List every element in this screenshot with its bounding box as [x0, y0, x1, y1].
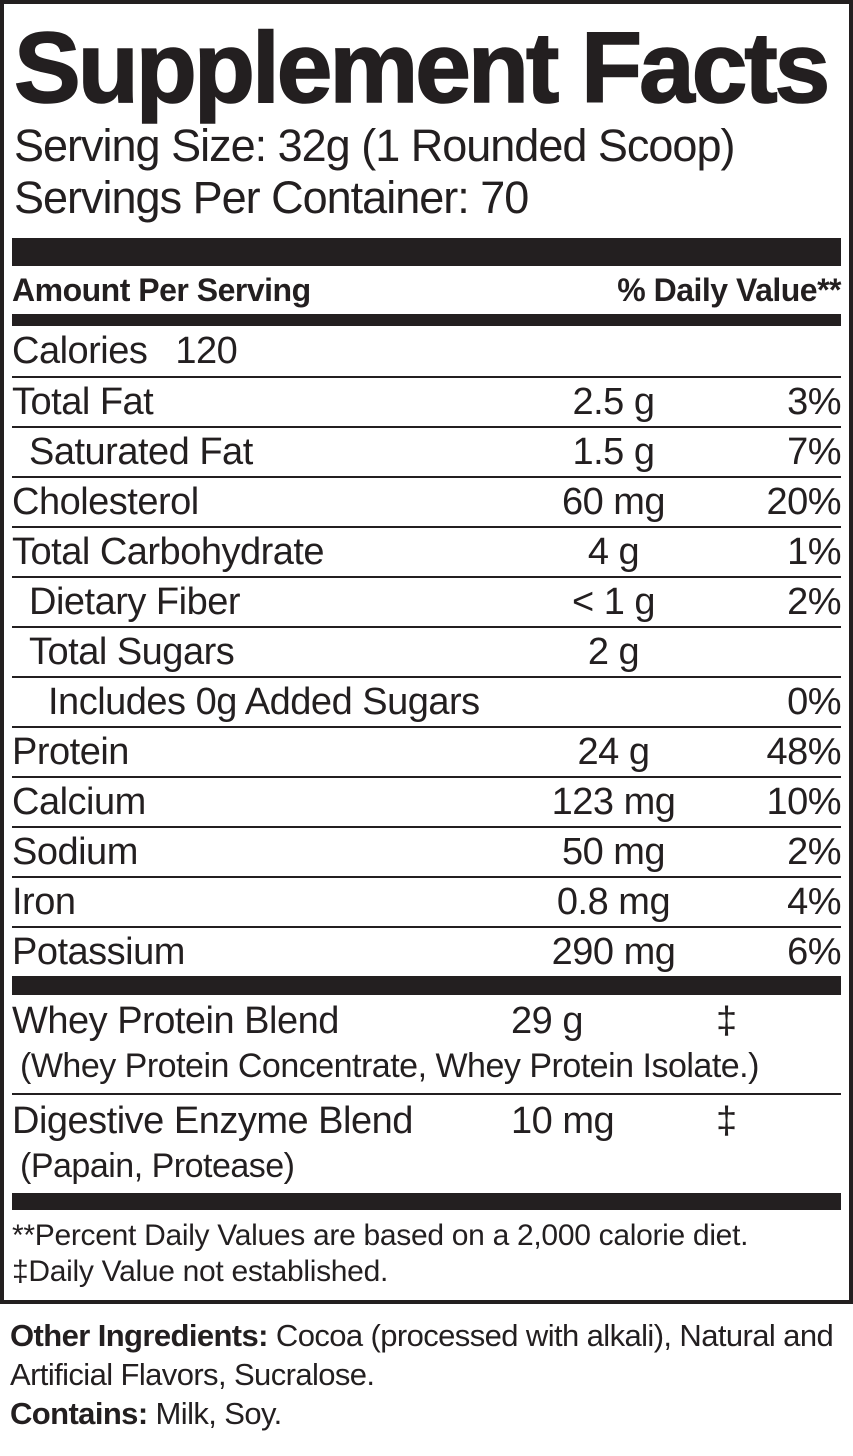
nutrient-amount: 0.8 mg [556, 880, 671, 923]
table-row [12, 426, 841, 476]
table-row [12, 726, 841, 776]
other-ingredients-text: Cocoa (processed with alkali), Natural and Artificial Flavors, Sucralose. [10, 1318, 834, 1392]
section-divider-bar-blends [12, 976, 841, 995]
nutrient-daily-value: 3% [787, 380, 841, 423]
other-ingredients [10, 1316, 843, 1394]
nutrient-amount: 290 mg [551, 930, 676, 973]
nutrient-name: Protein [12, 730, 129, 773]
blend-amount: 29 g [511, 999, 583, 1042]
page-title: Supplement Facts [14, 12, 828, 124]
table-row [12, 376, 841, 426]
nutrient-daily-value: 48% [766, 730, 841, 773]
nutrient-name: Calcium [12, 780, 146, 823]
nutrient-daily-value: 10% [766, 780, 841, 823]
nutrient-name: Potassium [12, 930, 185, 973]
table-row [12, 576, 841, 626]
table-row [12, 926, 841, 976]
blend-name: Digestive Enzyme Blend [12, 1099, 413, 1142]
nutrient-name: Total Sugars [29, 630, 235, 673]
nutrient-amount: 4 g [587, 530, 640, 573]
nutrient-daily-value: 2% [787, 580, 841, 623]
section-divider-bar-top [12, 238, 841, 266]
footnote-percent-daily-value: **Percent Daily Values are based on a 2,000 calorie diet. [12, 1219, 749, 1252]
nutrient-name: Dietary Fiber [29, 580, 240, 623]
header-divider-bar [12, 314, 841, 326]
footnotes [12, 1210, 841, 1300]
blend-daily-value: ‡ [716, 1099, 737, 1142]
daily-value-header: % Daily Value** [617, 271, 841, 308]
nutrient-daily-value: 6% [787, 930, 841, 973]
table-row [12, 826, 841, 876]
table-row [12, 476, 841, 526]
nutrient-name: Includes 0g Added Sugars [48, 680, 480, 723]
contains-statement [10, 1394, 843, 1433]
nutrient-name: Sodium [12, 830, 138, 873]
blend-amount: 10 mg [511, 1099, 615, 1142]
footnote-daily-value-not-established: ‡Daily Value not established. [12, 1255, 388, 1288]
contains-text: Milk, Soy. [147, 1396, 282, 1431]
calories-label: Calories [12, 329, 148, 372]
contains-label: Contains: [10, 1396, 148, 1431]
nutrient-name: Cholesterol [12, 480, 199, 523]
nutrient-name: Iron [12, 880, 76, 923]
nutrient-amount: < 1 g [571, 580, 656, 623]
other-ingredients-section [0, 1304, 853, 1433]
nutrient-name: Total Carbohydrate [12, 530, 325, 573]
table-row [12, 776, 841, 826]
nutrient-amount: 60 mg [561, 480, 666, 523]
blend-detail: (Papain, Protease) [20, 1147, 295, 1185]
calories-value: 120 [175, 329, 238, 372]
nutrient-amount: 24 g [577, 730, 650, 773]
nutrient-daily-value: 4% [787, 880, 841, 923]
section-divider-bar-footnotes [12, 1193, 841, 1210]
amount-per-serving-header: Amount Per Serving [12, 271, 311, 308]
nutrient-daily-value: 20% [766, 480, 841, 523]
nutrient-amount: 2.5 g [572, 380, 655, 423]
nutrient-amount: 123 mg [551, 780, 676, 823]
nutrient-daily-value: 2% [787, 830, 841, 873]
table-row [12, 876, 841, 926]
table-row [12, 676, 841, 726]
calories-row [12, 326, 841, 376]
nutrient-amount: 50 mg [561, 830, 666, 873]
servings-per-container: Servings Per Container: 70 [14, 172, 529, 223]
blend-detail: (Whey Protein Concentrate, Whey Protein Isolate.) [20, 1047, 759, 1085]
blend-name: Whey Protein Blend [12, 999, 339, 1042]
nutrient-amount: 1.5 g [572, 430, 655, 473]
nutrient-amount: 2 g [587, 630, 640, 673]
nutrient-daily-value: 0% [787, 680, 841, 723]
blend-daily-value: ‡ [716, 999, 737, 1042]
blend-row [12, 995, 841, 1093]
serving-size: Serving Size: 32g (1 Rounded Scoop) [14, 120, 735, 171]
nutrient-name: Saturated Fat [29, 430, 253, 473]
nutrient-name: Total Fat [12, 380, 154, 423]
other-ingredients-label: Other Ingredients: [10, 1318, 268, 1353]
nutrient-daily-value: 1% [787, 530, 841, 573]
blend-row [12, 1093, 841, 1193]
table-row [12, 626, 841, 676]
nutrient-daily-value: 7% [787, 430, 841, 473]
table-header-row [12, 266, 841, 314]
table-row [12, 526, 841, 576]
